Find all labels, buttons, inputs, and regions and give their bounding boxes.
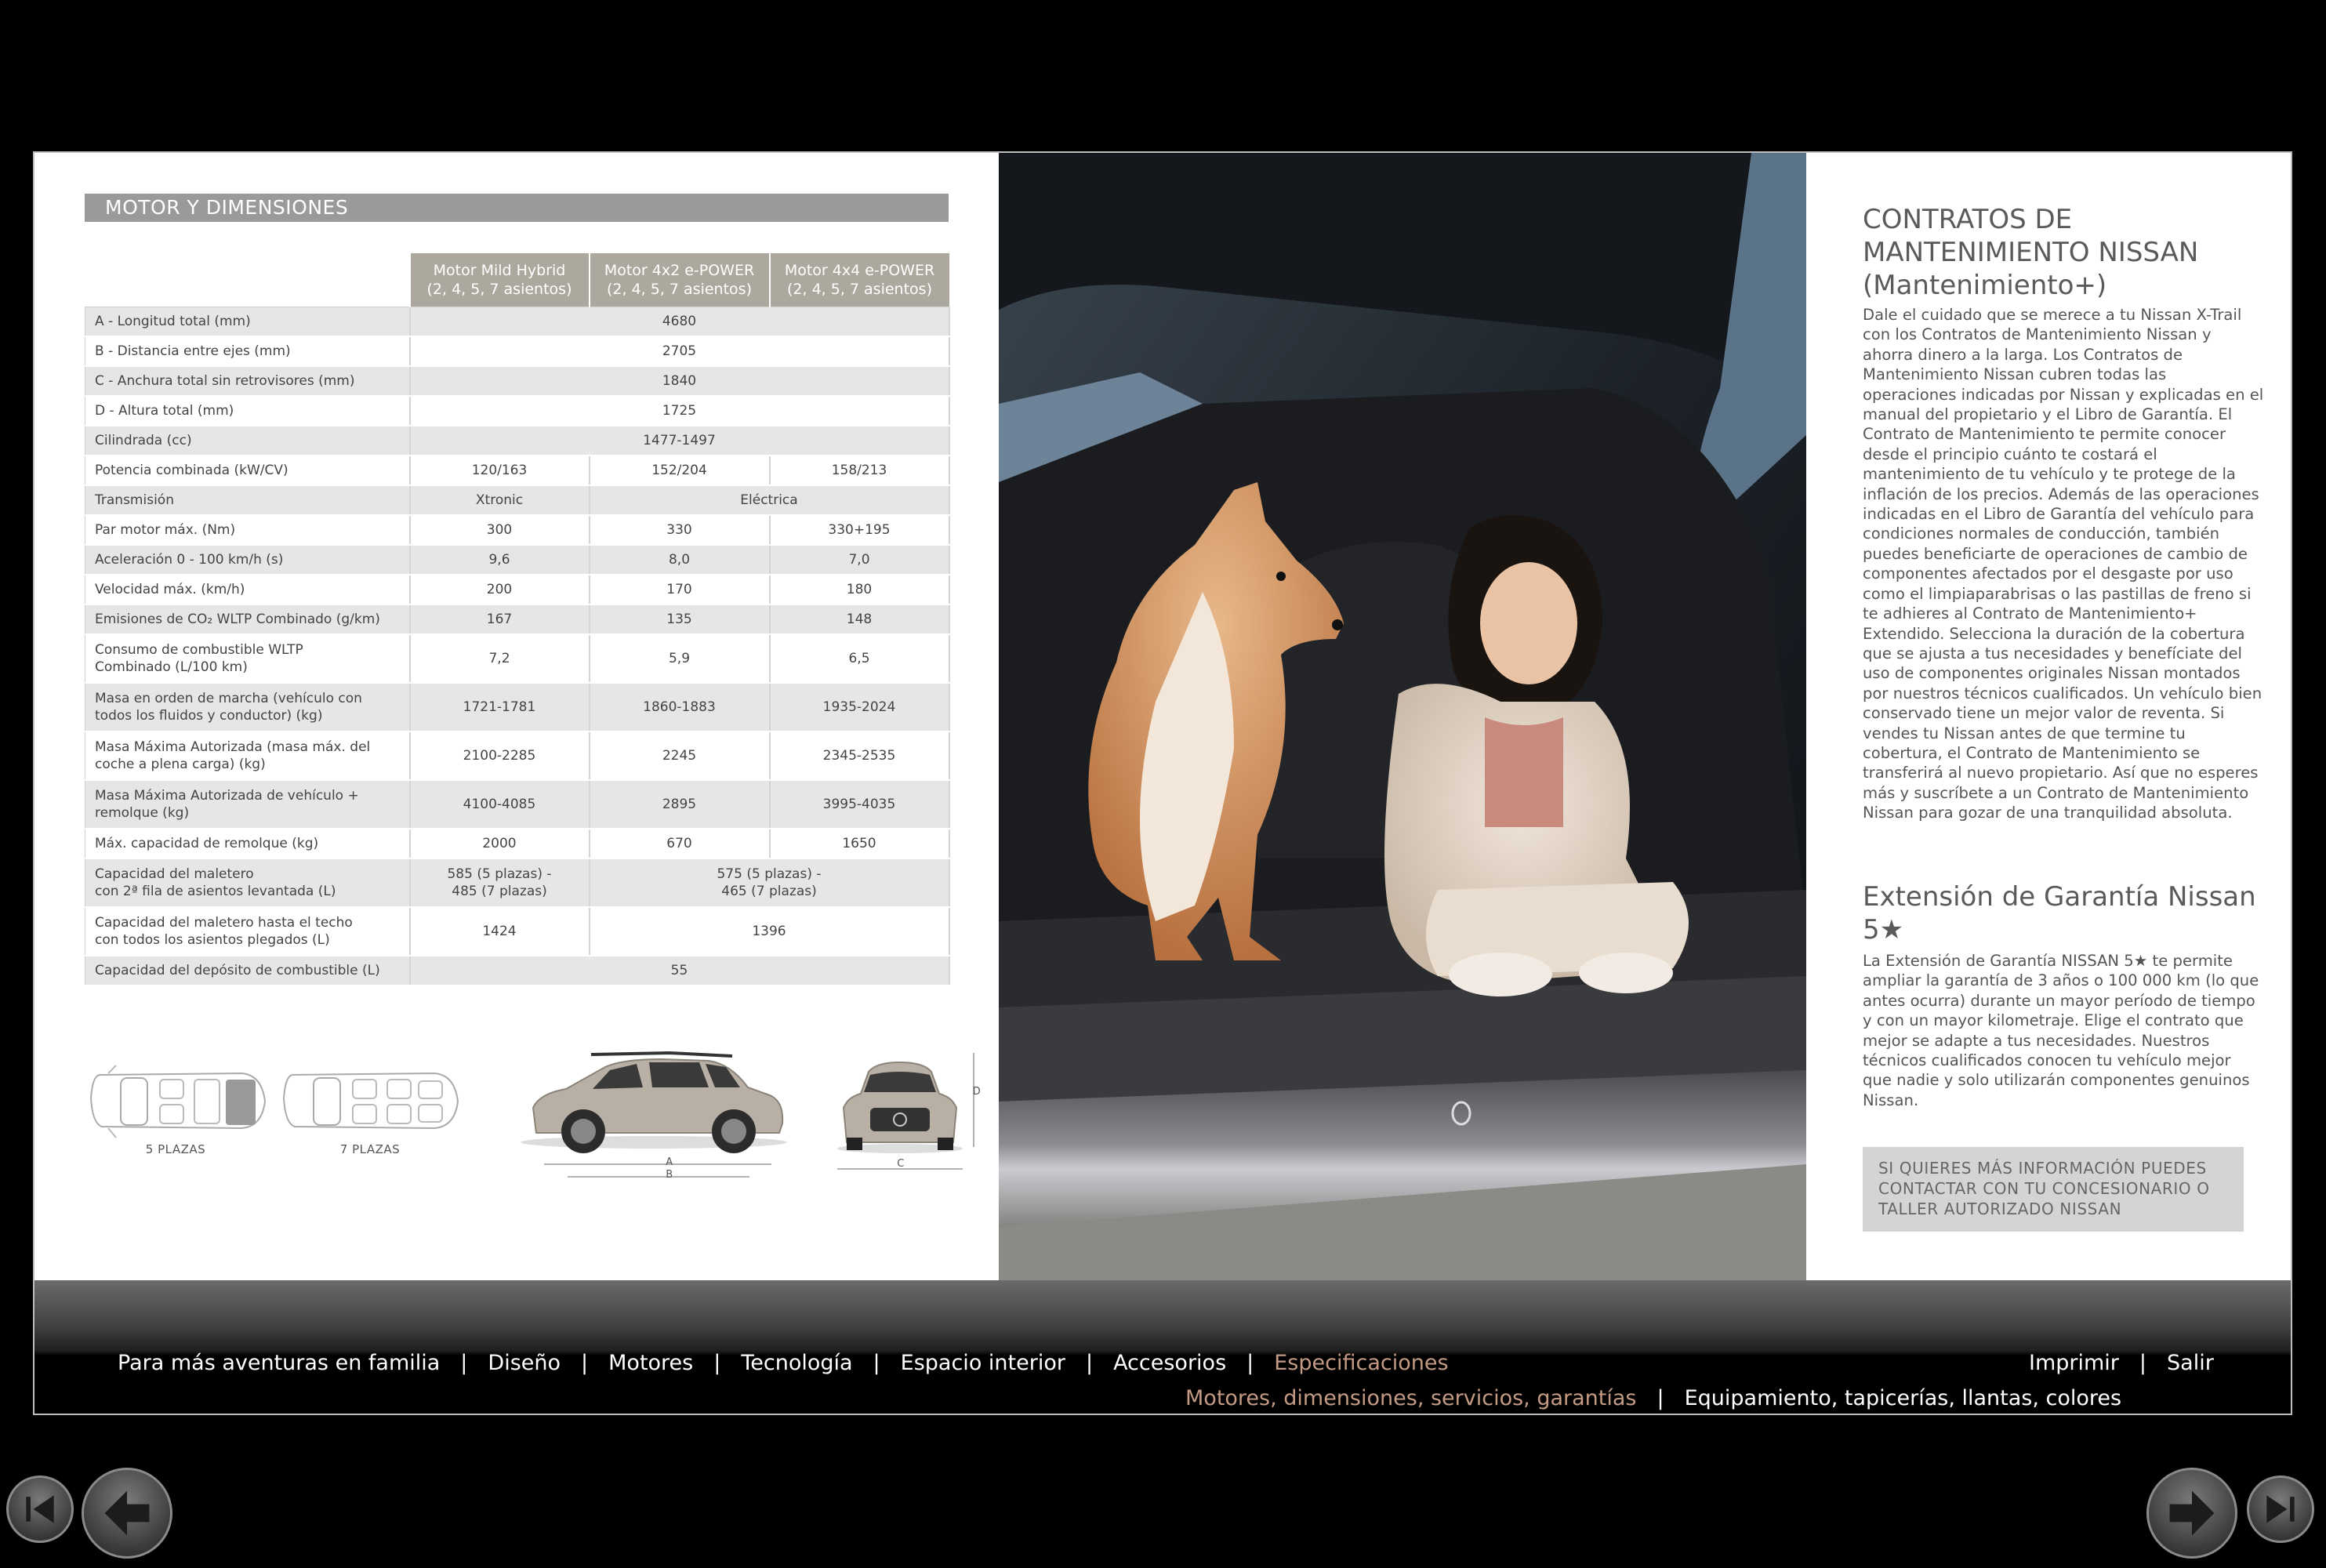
- spec-page: [34, 153, 999, 1280]
- table-cell: 1650: [770, 829, 949, 858]
- nav-separator: |: [460, 1350, 468, 1375]
- primary-nav: [118, 1348, 1449, 1377]
- row-label: Máx. capacidad de remolque (kg): [85, 829, 410, 858]
- table-cell: 4100-4085: [410, 780, 590, 829]
- row-label: D - Altura total (mm): [85, 396, 410, 426]
- brochure-nav-bar: [34, 1280, 2292, 1415]
- previous-page-button[interactable]: [82, 1468, 172, 1559]
- next-page-button[interactable]: [2146, 1468, 2237, 1559]
- nav-separator: |: [581, 1350, 589, 1375]
- skip-back-icon: [9, 1478, 71, 1541]
- table-cell: 4680: [410, 307, 949, 336]
- nav-separator: |: [2139, 1350, 2147, 1375]
- row-label: C - Anchura total sin retrovisores (mm): [85, 366, 410, 396]
- nav-separator: |: [1085, 1350, 1094, 1375]
- table-cell: Xtronic: [410, 485, 590, 515]
- seat7-label: 7 PLAZAS: [339, 1142, 401, 1156]
- table-cell: 2000: [410, 829, 590, 858]
- nav-link-imprimir[interactable]: Imprimir: [2029, 1350, 2119, 1375]
- warranty-title: Extensión de Garantía Nissan 5★: [1863, 881, 2256, 946]
- table-cell: 200: [410, 575, 590, 604]
- nav-separator: |: [873, 1350, 880, 1375]
- table-cell: 2100-2285: [410, 731, 590, 780]
- table-cell: 2705: [410, 336, 949, 366]
- table-cell: 585 (5 plazas) - 485 (7 plazas): [410, 858, 590, 907]
- row-label: Velocidad máx. (km/h): [85, 575, 410, 604]
- table-cell: 2245: [590, 731, 770, 780]
- table-cell: 2895: [590, 780, 770, 829]
- table-cell: 135: [590, 604, 770, 634]
- table-cell: Eléctrica: [590, 485, 949, 515]
- row-label: Masa Máxima Autorizada (masa máx. del coche a plena carga) (kg): [85, 731, 410, 780]
- dim-c-label: C: [897, 1158, 905, 1170]
- table-cell: 2345-2535: [770, 731, 949, 780]
- table-row: [85, 683, 949, 731]
- table-row: [85, 956, 949, 985]
- table-cell: 1424: [410, 907, 590, 956]
- row-label: Emisiones de CO₂ WLTP Combinado (g/km): [85, 604, 410, 634]
- column-header-mild-hybrid: [410, 253, 590, 307]
- table-row: [85, 307, 949, 336]
- seat-layout-5-diagram: [85, 1059, 270, 1145]
- table-row: [85, 396, 949, 426]
- table-cell: 55: [410, 956, 949, 985]
- table-row: [85, 515, 949, 545]
- table-cell: 1840: [410, 366, 949, 396]
- table-cell: 120/163: [410, 456, 590, 485]
- table-cell: 170: [590, 575, 770, 604]
- spec-table: [85, 253, 950, 986]
- table-row: [85, 485, 949, 515]
- table-corner: [85, 253, 410, 307]
- table-row: [85, 366, 949, 396]
- first-page-button[interactable]: [6, 1475, 74, 1543]
- table-cell: 5,9: [590, 634, 770, 683]
- table-cell: 7,2: [410, 634, 590, 683]
- row-label: Consumo de combustible WLTP Combinado (L/100 km): [85, 634, 410, 683]
- brochure-spread: [33, 151, 2292, 1415]
- services-page: [1806, 153, 2292, 1280]
- column-header-label: Motor 4x4 e-POWER (2, 4, 5, 7 asientos): [784, 261, 935, 298]
- table-cell: 575 (5 plazas) - 465 (7 plazas): [590, 858, 949, 907]
- nav-separator: |: [1246, 1350, 1254, 1375]
- table-row: [85, 780, 949, 829]
- table-cell: 8,0: [590, 545, 770, 575]
- table-cell: 167: [410, 604, 590, 634]
- car-side-view: [505, 1039, 803, 1188]
- table-cell: 3995-4035: [770, 780, 949, 829]
- row-label: Par motor máx. (Nm): [85, 515, 410, 545]
- row-label: Capacidad del depósito de combustible (L): [85, 956, 410, 985]
- row-label: B - Distancia entre ejes (mm): [85, 336, 410, 366]
- table-row: [85, 456, 949, 485]
- table-cell: 1935-2024: [770, 683, 949, 731]
- table-cell: 158/213: [770, 456, 949, 485]
- nav-link-accesorios[interactable]: Accesorios: [1113, 1350, 1227, 1375]
- row-label: Capacidad del maletero hasta el techo con todos los asientos plegados (L): [85, 907, 410, 956]
- row-label: A - Longitud total (mm): [85, 307, 410, 336]
- column-header-4x2-epower: [590, 253, 770, 307]
- table-cell: 6,5: [770, 634, 949, 683]
- table-cell: 300: [410, 515, 590, 545]
- table-cell: 1477-1497: [410, 426, 949, 456]
- table-cell: 7,0: [770, 545, 949, 575]
- section-header: MOTOR Y DIMENSIONES: [85, 194, 949, 222]
- table-cell: 1725: [410, 396, 949, 426]
- column-header-4x4-epower: [770, 253, 949, 307]
- row-label: Transmisión: [85, 485, 410, 515]
- spec-table-header: [85, 253, 949, 307]
- nav-separator: |: [1657, 1385, 1664, 1410]
- table-cell: 330+195: [770, 515, 949, 545]
- table-row: [85, 426, 949, 456]
- contracts-title: CONTRATOS DE MANTENIMIENTO NISSAN (Mantenimiento+): [1863, 204, 2199, 301]
- utility-nav: [2029, 1348, 2214, 1377]
- nav-link-salir[interactable]: Salir: [2167, 1350, 2214, 1375]
- nav-separator: |: [713, 1350, 721, 1375]
- table-row: [85, 858, 949, 907]
- table-cell: 1721-1781: [410, 683, 590, 731]
- table-row: [85, 634, 949, 683]
- table-row: [85, 829, 949, 858]
- arrow-right-icon: [2149, 1470, 2235, 1556]
- table-cell: 180: [770, 575, 949, 604]
- nav-link-para-más-aventuras-en-familia[interactable]: Para más aventuras en familia: [118, 1350, 441, 1375]
- table-row: [85, 545, 949, 575]
- nav-link-especificaciones[interactable]: Especificaciones: [1274, 1350, 1449, 1375]
- row-label: Masa Máxima Autorizada de vehículo + remolque (kg): [85, 780, 410, 829]
- table-row: [85, 575, 949, 604]
- column-header-label: Motor Mild Hybrid (2, 4, 5, 7 asientos): [426, 261, 572, 298]
- table-row: [85, 907, 949, 956]
- table-cell: 1860-1883: [590, 683, 770, 731]
- row-label: Cilindrada (cc): [85, 426, 410, 456]
- table-row: [85, 604, 949, 634]
- dim-a-label: A: [666, 1156, 673, 1168]
- row-label: Masa en orden de marcha (vehículo con todos los fluidos y conductor) (kg): [85, 683, 410, 731]
- table-cell: 148: [770, 604, 949, 634]
- row-label: Aceleración 0 - 100 km/h (s): [85, 545, 410, 575]
- nav-link-tecnología[interactable]: Tecnología: [741, 1350, 853, 1375]
- table-cell: 1396: [590, 907, 949, 956]
- warranty-body: La Extensión de Garantía NISSAN 5★ te permite ampliar la garantía de 3 años o 100 000 km (lo que antes ocurra) durante un mayor período de tiempo y con un mayor kilometraje. Elige el contrato que mejor se adapte a tus necesidades. Nuestros técnicos cualificados conocen tu vehículo mejor que nadie y solo utilizarán componentes genuinos Nissan.: [1863, 952, 2259, 1109]
- spec-table-body: [85, 307, 949, 985]
- nav-link-motores[interactable]: Motores: [608, 1350, 694, 1375]
- last-page-button[interactable]: [2247, 1475, 2314, 1543]
- row-label: Capacidad del maletero con 2ª fila de asientos levantada (L): [85, 858, 410, 907]
- skip-forward-icon: [2249, 1478, 2312, 1541]
- nav-link-motores-dimensiones-servicios-garantías[interactable]: Motores, dimensiones, servicios, garantías: [1185, 1385, 1637, 1410]
- nav-link-espacio-interior[interactable]: Espacio interior: [900, 1350, 1065, 1375]
- table-row: [85, 336, 949, 366]
- nav-link-equipamiento-tapicerías-llantas-colores[interactable]: Equipamiento, tapicerías, llantas, colores: [1684, 1385, 2122, 1410]
- dim-d-label: D: [972, 1086, 982, 1098]
- column-header-label: Motor 4x2 e-POWER (2, 4, 5, 7 asientos): [604, 261, 755, 298]
- contracts-body: Dale el cuidado que se merece a tu Nissan X-Trail con los Contratos de Mantenimiento Nissan y ahorra dinero a la larga. Los Contratos de Mantenimiento Nissan cubren todas las operaciones indicadas por Nissan y explicadas en el manual del propietario y el Libro de Garantía. El Contrato de Mantenimiento te permite conocer desde el principio cuánto te costará el mantenimiento de tu vehículo y te protege de la inflación de los precios. Además de las operaciones indicadas en el Libro de Garantía del vehículo para condiciones normales de conducción, también puedes beneficiarte de operaciones de cambio de componentes afectados por el desgaste por uso como el limpiaparabrisas o las pastillas de freno si te adhieres al Contrato de Mantenimiento+ Extendido. Selecciona la duración de la cobertura que se ajusta a tus necesidades y benefíciate del uso de componentes originales Nissan montados por nuestros técnicos cualificados. Un vehículo bien conservado tiene un mejor valor de reventa. Si vendes tu Nissan antes de que termine tu cobertura, el Contrato de Mantenimiento se transferirá al nuevo propietario. Así que no esperes más y suscríbete a un Contrato de Mantenimiento Nissan para gozar de una tranquilidad absoluta.: [1863, 306, 2264, 822]
- seat5-label: 5 PLAZAS: [145, 1142, 206, 1156]
- table-cell: 152/204: [590, 456, 770, 485]
- row-label: Potencia combinada (kW/CV): [85, 456, 410, 485]
- info-box: SI QUIERES MÁS INFORMACIÓN PUEDES CONTACTAR CON TU CONCESIONARIO O TALLER AUTORIZADO NISSAN: [1863, 1147, 2244, 1232]
- nav-link-diseño[interactable]: Diseño: [488, 1350, 561, 1375]
- dim-b-label: B: [666, 1169, 673, 1181]
- table-cell: 330: [590, 515, 770, 545]
- table-cell: 9,6: [410, 545, 590, 575]
- family-dog-car-photo: [999, 153, 1806, 1280]
- table-cell: 670: [590, 829, 770, 858]
- seat-layout-7-diagram: [278, 1059, 463, 1145]
- arrow-left-icon: [84, 1470, 170, 1556]
- secondary-nav: [1185, 1384, 2121, 1412]
- table-row: [85, 731, 949, 780]
